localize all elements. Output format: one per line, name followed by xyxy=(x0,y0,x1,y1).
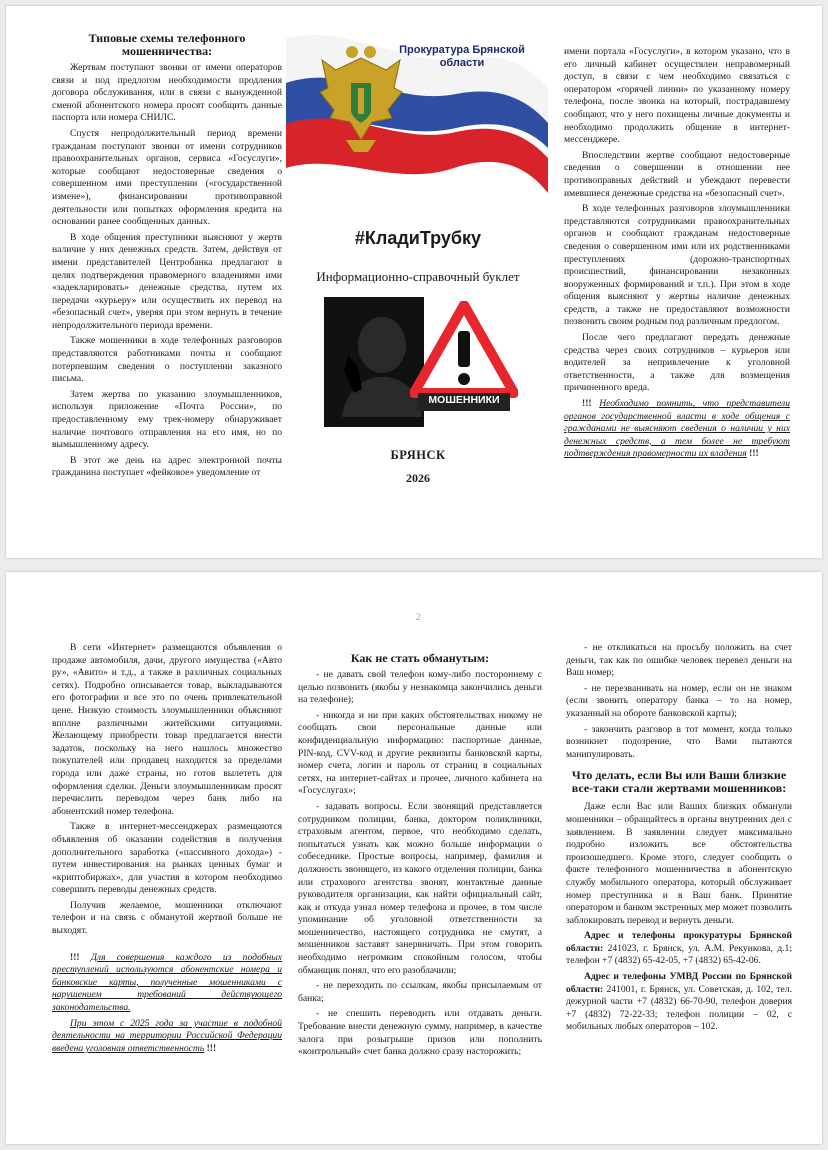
page1-left-column xyxy=(52,32,282,552)
booklet-page-2 xyxy=(6,572,822,1144)
paragraph: Также в интернет-мессенджерах размещаются объявления об оказании содействия в получения дополнительного заработка («пассивного дохода») - путем инвестирования на рынках ценных бумаг и «криптобиржах», для участия в котором необходимо совершить переводы денежных средств. xyxy=(52,821,282,896)
paragraph: В сети «Интернет» размещаются объявления о продаже автомобиля, дачи, другого имущества («Авто ру», «Авито» и т.д., а также в различных социальных сетях). Подробно описывается товар, выкладываются его фотографии и все это по очень привлекательной цене. Низкую стоимость злоумышленники объясняют вполне различными житейскими ситуациями. Желающему приобрести товар предлагается внести задаток, поскольку на него нашлось множество покупателей или продавец находится за пределами города или даже страны, но готов вылететь для оформления сделки. Деньги злоумышленникам просят перечислить переводом через банк либо на абонентский номер телефона. xyxy=(52,642,282,817)
note-text: При этом с 2025 года за участие в подобной деятельности на территории Российской Федерации введена уголовная ответственность xyxy=(52,1017,282,1054)
contacts-title: Адрес и телефоны прокуратуры Брянской области: xyxy=(566,930,792,954)
note-prefix: !!! xyxy=(70,951,80,963)
note-criminal-cards xyxy=(52,952,282,1015)
booklet-page-1 xyxy=(6,6,822,558)
warning-prefix: !!! xyxy=(582,398,592,410)
page-number: 2 xyxy=(416,612,421,622)
contacts-text: 241023, г. Брянск, ул. А.М. Рекункова, д.1; телефон +7 (4832) 65-42-05, +7 (4832) 65-42-06. xyxy=(566,942,792,967)
note-text: Для совершения каждого из подобных преступлений используются абонентские номера и банковские карты, полученные мошенниками с нарушением требований действующего законодательства. xyxy=(52,951,282,1014)
paragraph: Затем жертва по указанию злоумышленников, используя приложение «Почта России», по предоставленному ему трек-номеру обнаруживает наличие почтового отправления на его имя, но по вымышленному адресу. xyxy=(52,388,282,451)
page1-right-column xyxy=(564,46,790,546)
page2-center-column xyxy=(298,652,542,1132)
eagle-emblem-icon xyxy=(316,40,406,160)
note-liability xyxy=(52,1018,282,1056)
paragraph: В ходе общения преступники выясняют у жертв наличие у них денежных средств. Затем, действуя от имени представителей Центробанка предлагают в целях подтверждения правомерного владениями ими «задекларировать» денежные средства, путем их передачи «курьеру» или осуществить их перевод на «безопасный счет», уверяя при этом вернуть в течение непродолжительного периода времени. xyxy=(52,231,282,331)
contacts-text: 241001, г. Брянск, ул. Советская, д. 102, тел. дежурной части +7 (4832) 66-70-90, телефон доверия +7 (4832) 72-22-33; телефон полиции – 02, с мобильных любых операторов – 102. xyxy=(566,983,792,1033)
paragraph: Спустя непродолжительный период времени гражданам поступают звонки от имени сотрудников правоохранительных органов, сервиса «Госуслуги», которые сообщают недостоверные сведения о совершенном ими преступлении («государственной измене»), финансировании противоправной деятельности или попытках оформления кредита на основании ранее сообщенных данных. xyxy=(52,127,282,228)
paragraph: имени портала «Госуслуги», в котором указано, что в его личный кабинет осуществлен неправомерный доступ, в связи с чем необходимо связаться с оператором «горячей линии» по указанному номеру телефона, после звонка на который, пострадавшему сообщают, что у него похищены личные документы и необходимо продолжить общение в интернет-мессенджере. xyxy=(564,46,790,146)
paragraph: После чего предлагают передать денежные средства через своих сотрудников – курьеров или водителей за непривлечение к уголовной ответственности, а также для возмещения причиненного вреда. xyxy=(564,332,790,394)
paragraph: Жертвам поступают звонки от имени операторов связи и под предлогом необходимости продления договора обслуживания, или в связи с вынужденной сменой абонентского номера просят сообщить данные паспорта или номера СНИЛС. xyxy=(52,62,282,124)
paragraph: Получив желаемое, мошенники отключают телефон и на связь с обманутой жертвой больше не выходят. xyxy=(52,899,282,937)
paragraph: Даже если Вас или Ваших близких обманули мошенники – обращайтесь в органы внутренних дел с заявлением. В заявлении следует максимально подробно изложить все обстоятельства произошедшего. Кроме этого, следует сообщить о факте телефонного мошенничества в абонентскую службу мобильного оператора, который обслуживает номер преступника и в Ваш банк. Принятие оператором и банком экстренных мер может позволить заблокировать перевод и вернуть деньги. xyxy=(566,801,792,926)
silhouette-phone-icon xyxy=(324,297,424,427)
page2-right-column xyxy=(566,642,792,1132)
what-to-do-heading: Что делать, если Вы или Ваши близкие все-таки стали жертвами мошенников: xyxy=(571,768,787,796)
page2-left-column xyxy=(52,642,282,1132)
list-item: - не давать свой телефон кому-либо постороннему с целью позвонить (якобы у незнакомца закончились деньги на телефоне); xyxy=(298,669,542,706)
scammer-warning-graphic xyxy=(318,297,518,427)
schemes-heading: Типовые схемы телефонного мошенничества: xyxy=(88,32,246,58)
prosecutor-contacts xyxy=(566,930,792,968)
agency-title: Прокуратура Брянской области xyxy=(399,44,525,69)
city-label: БРЯНСК xyxy=(390,448,446,463)
warning-text: Необходимо помнить, что представители органов государственной власти в ходе общения с гражданами не выясняют сведения о наличии у них денежных средств, а тем более не требуют подтверждения правомерности их владения xyxy=(564,398,790,460)
note-suffix: !!! xyxy=(206,1042,217,1054)
how-not-to-be-deceived-heading: Как не стать обманутым: xyxy=(350,652,490,665)
list-item: - закончить разговор в тот момент, когда только возникнет подозрение, что Вами пытаются манипулировать. xyxy=(566,723,792,760)
police-contacts xyxy=(566,971,792,1034)
booklet-subtitle: Информационно-справочный буклет xyxy=(316,268,520,284)
paragraph: В этот же день на адрес электронной почты гражданина поступает «фейковое» уведомление от xyxy=(52,454,282,479)
warning-suffix: !!! xyxy=(749,448,759,460)
paragraph: Впоследствии жертве сообщают недостоверные сведения о совершении в отношении нее противоправных действий и убеждают перевести имевшиеся денежные средства на «безопасный счет». xyxy=(564,149,790,199)
paragraph: В ходе телефонных разговоров злоумышленники представляются сотрудниками правоохранительных органов и сообщают гражданам недостоверные сведения о совершенном ими или их родственниками преступлениях (дорожно-транспортных происшествий, финансировании незаконных вооруженных формирований и т.п.). При этом в ходе общения выясняют у жертвы наличие денежных средств, а также не предоставляют возможности позвонить своим родным под различным предлогом. xyxy=(564,203,790,328)
year-label: 2026 xyxy=(406,470,430,485)
list-item: - никогда и ни при каких обстоятельствах никому не сообщать свои персональные данные или конфиденциальную информацию: паспортные данные, PIN-код, CVV-код и другие реквизиты банковской карты, номер счета, логин и пароль от страниц в социальных сетях, на интернет-сайтах и прочее, личного кабинета на «Госуслугах»; xyxy=(298,709,542,797)
hashtag-title: #КладиТрубку xyxy=(354,228,482,248)
list-item: - задавать вопросы. Если звонящий представляется сотрудником полиции, банка, доктором поликлиники, страховым агентом, первое, что необходимо сделать, попытаться узнать как можно больше информации о собеседнике. Простые вопросы, например, фамилия и должность звонящего, из какого отделения полиции, банка или страхового агентства звонят, контактные данные руководителя организации, как найти официальный сайт, как и откуда узнал номер телефона и прочее, в том числе упоминание об уголовной ответственности за мошенничество, настоящего сотрудника не смутят, а мошенников заставят занервничать. При этом говорить необходимо негромким спокойным голосом, чтобы обманщик понял, что его разоблачили; xyxy=(298,800,542,976)
contacts-title: Адрес и телефоны УМВД России по Брянской области: xyxy=(566,971,792,995)
paragraph: Также мошенники в ходе телефонных разговоров представляются работниками почты и сообщают потерпевшим сведения о поступлении заказного письма. xyxy=(52,335,282,385)
warning-sign-label: МОШЕННИКИ xyxy=(428,394,500,407)
list-item: - не спешить переводить или отдавать деньги. Требование внести денежную сумму, например, в качестве залога при розыгрыше призов или пополнить «контрольный» счет банка должно сразу насторожить; xyxy=(298,1008,542,1058)
cover-banner xyxy=(286,28,548,198)
warning-note xyxy=(564,398,790,461)
list-item: - не перезванивать на номер, если он не знаком (если звонить оператору банка – то на номер, указанный на обороте банковской карты); xyxy=(566,682,792,719)
list-item: - не переходить по ссылкам, якобы присылаемым от банка; xyxy=(298,980,542,1004)
list-item: - не откликаться на просьбу положить на счет деньги, так как по ошибке человек перевел деньги на Ваш номер; xyxy=(566,642,792,679)
page1-cover-column xyxy=(278,28,558,528)
